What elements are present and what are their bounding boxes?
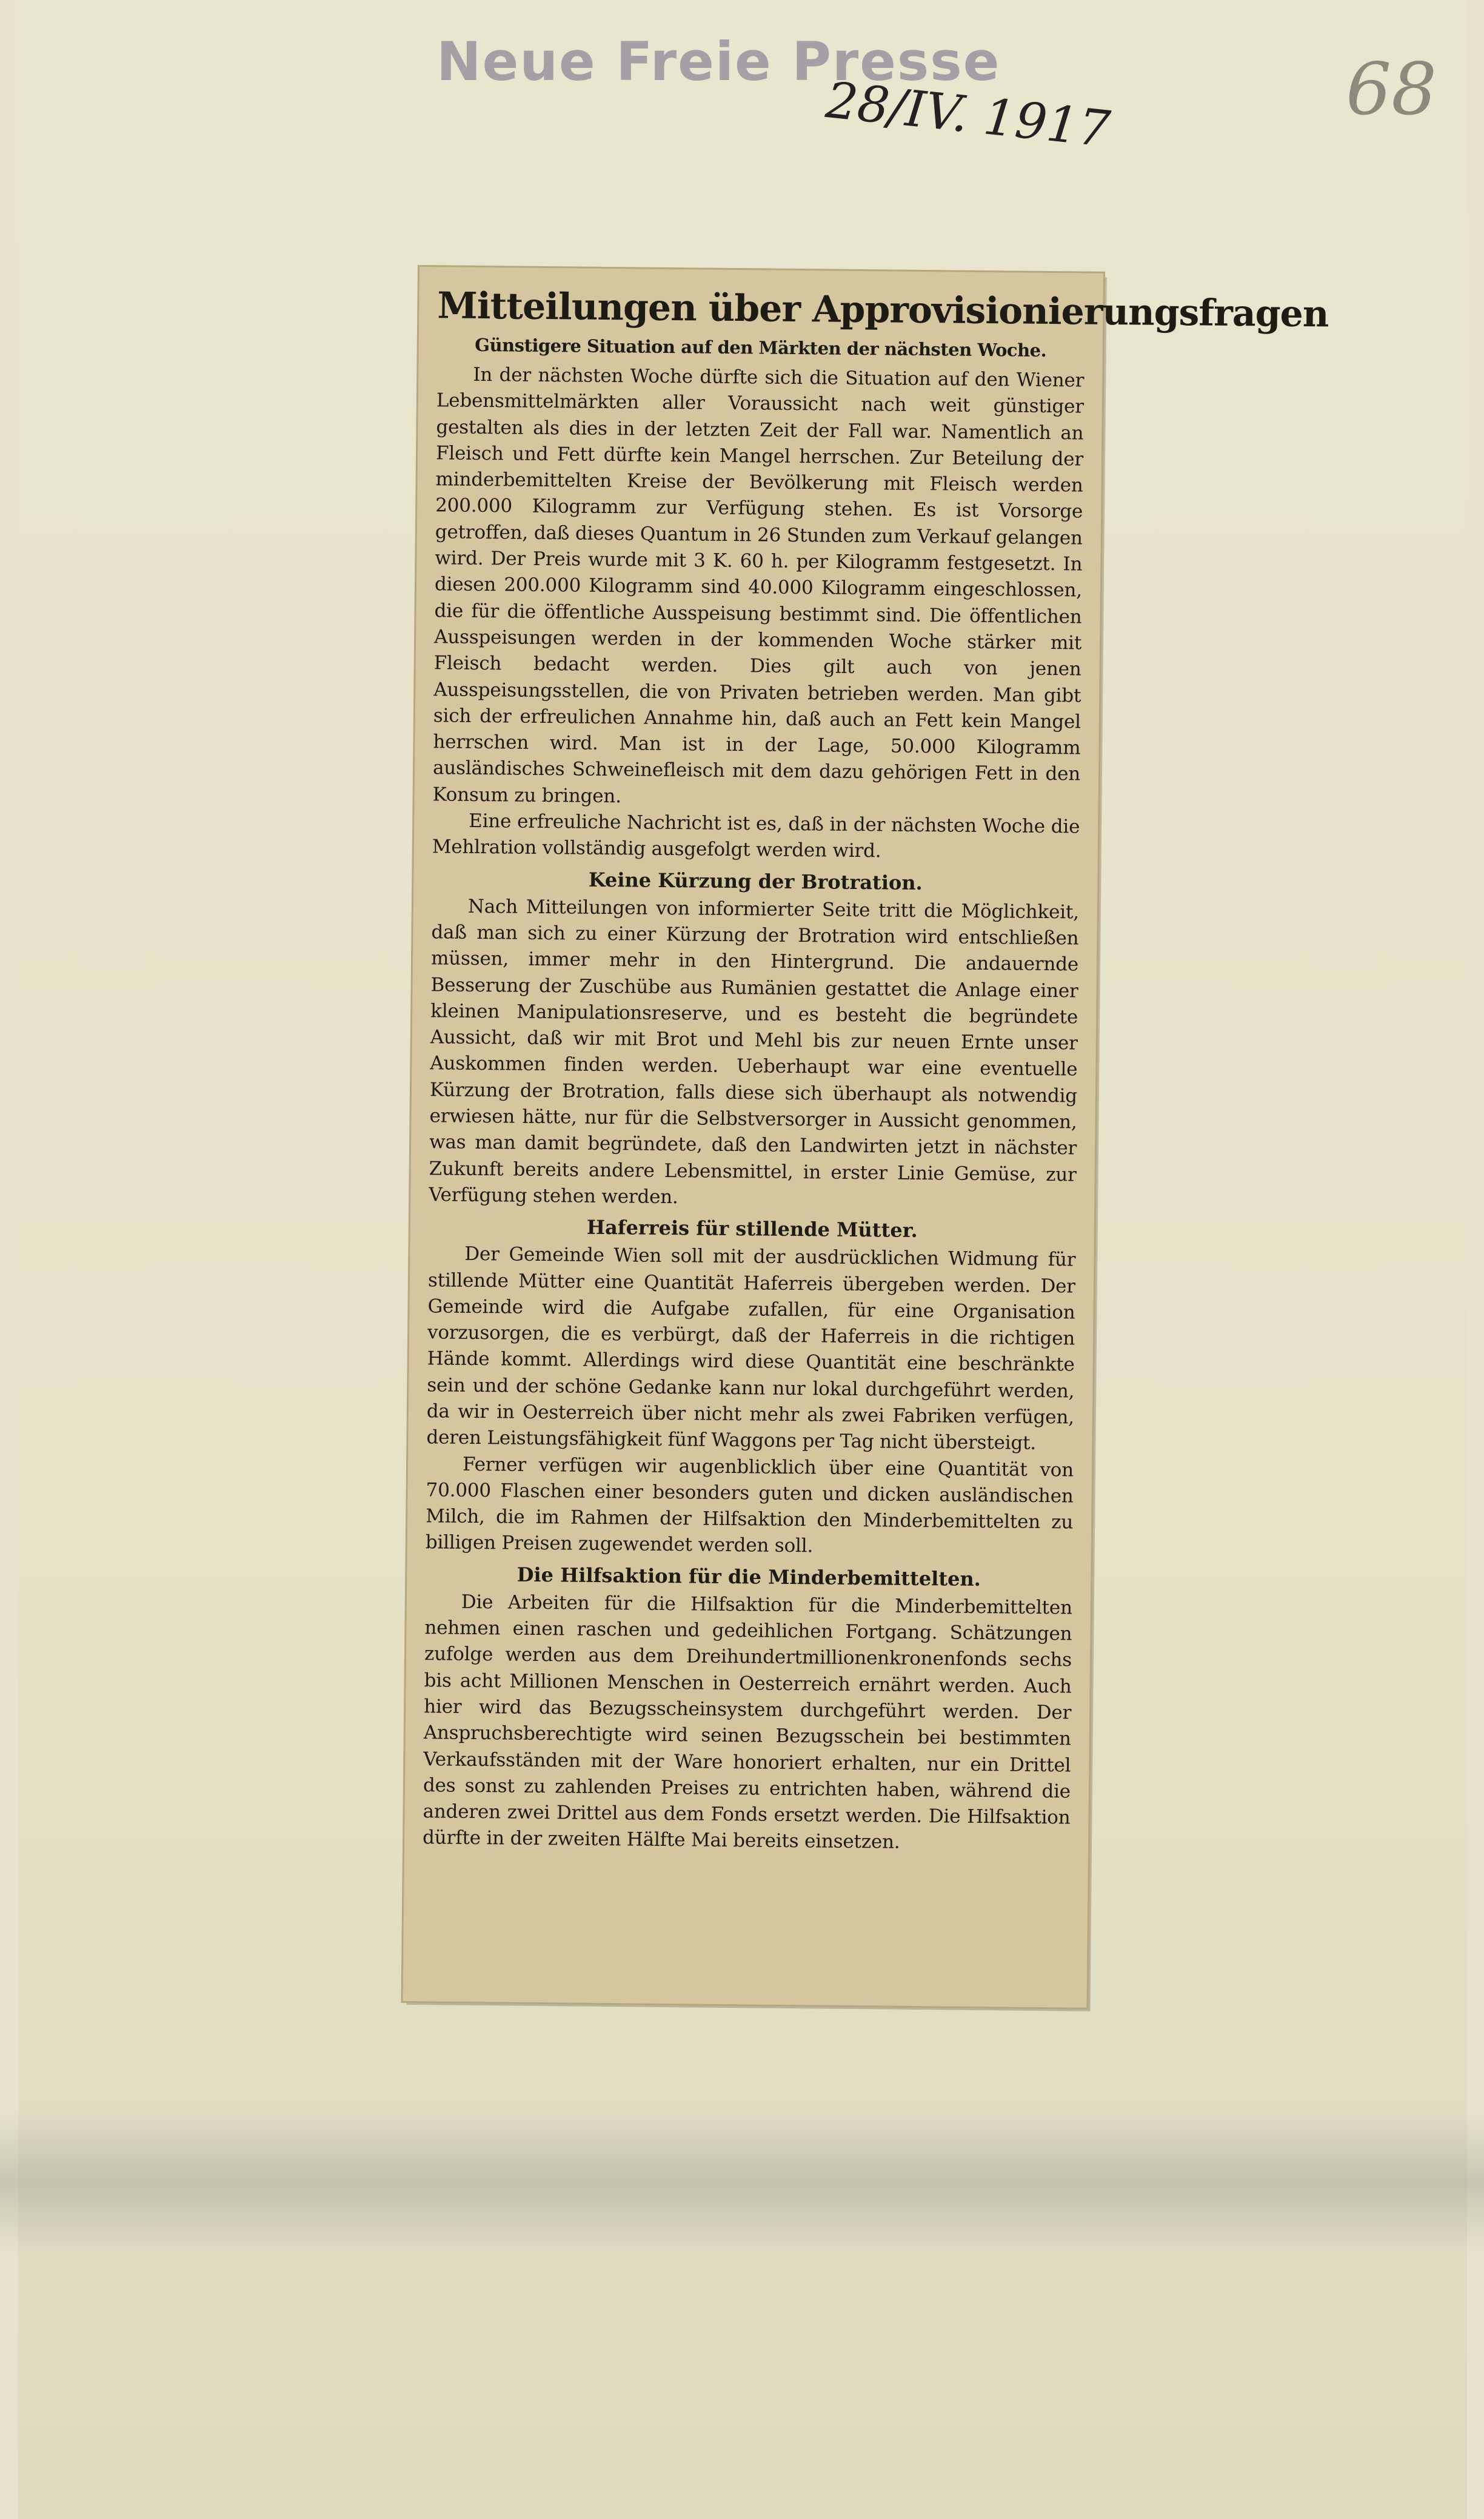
newspaper-stamp: Neue Freie Presse [436,30,1001,93]
article-paragraph: Eine erfreuliche Nachricht ist es, daß in der nächsten Woche die Mehlration vollständig ausgefolgt werden wird. [432,810,1080,862]
section-paragraph: Ferner verfügen wir augenblicklich über eine Quantität von 70.000 Flaschen einer besonders guten und dicken ausländischen Milch, die im Rahmen der Hilfsaktion den Minderbemittelten zu billigen Preisen zugewendet werden soll. [425,1453,1074,1557]
section-paragraph: Der Gemeinde Wien soll mit der ausdrücklichen Widmung für stillende Mütter eine Quantität Haferreis übergeben werden. Der Gemeinde wird die Aufgabe zufallen, für eine Organisation vorzusorgen, die es verbürgt, daß der Haferreis in die richtigen Hände kommt. Allerdings wird diese Quantität eine beschränkte sein und der schöne Gedanke kann nur lokal durchgeführt werden, da wir in Oesterreich über nicht mehr als zwei Fabriken verfügen, deren Leistungsfähigkeit fünf Waggons per Tag nicht übersteigt. [426,1243,1076,1455]
article-title: Mitteilungen über Approvisionierungsfragen [437,284,1329,336]
section-paragraph: Nach Mitteilungen von informierter Seite tritt die Möglichkeit, daß man sich zu einer Kürzung der Brotration wird entschließen müssen, immer mehr in den Hintergrund. Die andauernde Besserung der Zuschübe aus Rumänien gestattet die Anlage einer kleinen Manipulationsreserve, und es besteht die begründete Aussicht, daß wir mit Brot und Mehl bis zur neuen Ernte unser Auskommen finden werden. Ueberhaupt war eine eventuelle Kürzung der Brotration, falls diese sich überhaupt als notwendig erwiesen hätte, nur für die Selbstversorger in Aussicht genommen, was man damit begründete, daß den Landwirten jetzt in nächster Zukunft bereits andere Lebensmittel, in erster Linie Gemüse, zur Verfügung stehen werden. [429,895,1080,1209]
section-paragraph: Die Arbeiten für die Hilfsaktion für die Minderbemittelten nehmen einen raschen und gedeihlichen Fortgang. Schätzungen zufolge werden aus dem Dreihundertmillionenkronenfonds sechs bis acht Millionen Menschen in Oesterreich ernährt werden. Auch hier wird das Bezugsscheinsystem durchgeführt werden. Der Anspruchsberechtigte wird seinen Bezugsschein bei bestimmten Verkaufsständen mit der Ware honoriert erhalten, nur ein Drittel des sonst zu zahlenden Preises zu entrichten haben, während die anderen zwei Drittel aus dem Fonds ersetzt werden. Die Hilfsaktion dürfte in der zweiten Hälfte Mai bereits einsetzen. [422,1591,1072,1854]
section-heading: Haferreis für stillende Mütter. [586,1215,918,1243]
page-number: 68 [1346,47,1437,131]
article-subtitle: Günstigere Situation auf den Märkten der nächsten Woche. [475,334,1047,361]
newspaper-clipping [403,267,1329,2008]
section-heading: Die Hilfsaktion für die Minderbemittelten. [516,1563,981,1591]
handwritten-date: 28/IV. 1917 [823,72,1113,159]
article-paragraph: In der nächsten Woche dürfte sich die Situation auf den Wiener Lebensmittelmärkten aller Voraussicht nach weit günstiger gestalten als dies in der letzten Zeit der Fall war. Namentlich an Fleisch und Fett dürfte kein Mangel herrschen. Zur Beteilung der minderbemittelten Kreise der Bevölkerung mit Fleisch werden 200.000 Kilogramm zur Verfügung stehen. Es ist Vorsorge getroffen, daß dieses Quantum in 26 Stunden zum Verkauf gelangen wird. Der Preis wurde mit 3 K. 60 h. per Kilogramm festgesetzt. In diesen 200.000 Kilogramm sind 40.000 Kilogramm eingeschlossen, die für die öffentliche Ausspeisung bestimmt sind. Die öffentlichen Ausspeisungen werden in der kommenden Woche stärker mit Fleisch bedacht werden. Dies gilt auch von jenen Ausspeisungsstellen, die von Privaten betrieben werden. Man gibt sich der erfreulichen Annahme hin, daß auch an Fett kein Mangel herrschen wird. Man ist in der Lage, 50.000 Kilogramm ausländisches Schweinefleisch mit dem dazu gehörigen Fett in den Konsum zu bringen. [432,363,1085,807]
section-heading: Keine Kürzung der Brotration. [588,868,923,894]
scan-shadow [0,2110,1484,2256]
